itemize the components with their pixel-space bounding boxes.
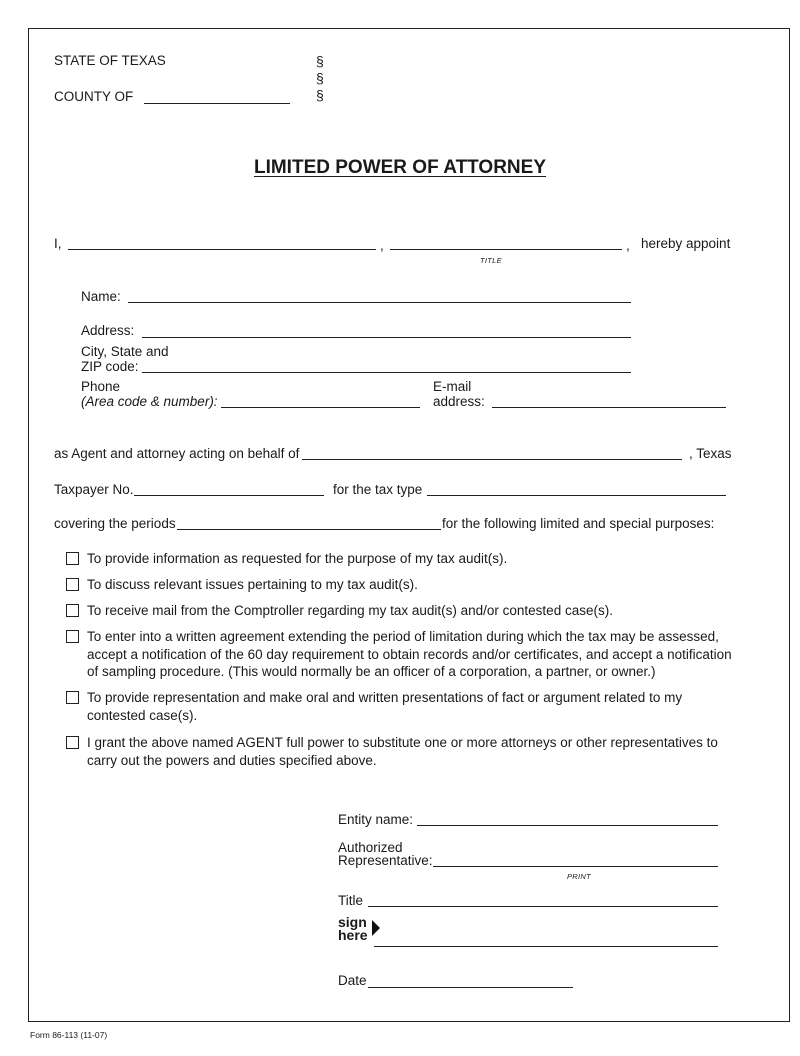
appointment-suffix: hereby appoint xyxy=(641,236,731,251)
representative-label: Representative: xyxy=(338,853,433,868)
agent-email-label: E-mail xyxy=(433,379,472,394)
covering-label: covering the periods xyxy=(54,516,176,531)
taxpayer-label: Taxpayer No. xyxy=(54,482,134,497)
agent-address-field[interactable] xyxy=(142,337,631,338)
sign-text: sign xyxy=(338,914,367,930)
print-caption: PRINT xyxy=(567,872,591,881)
option-checkbox-3[interactable] xyxy=(66,604,79,617)
option-checkbox-4[interactable] xyxy=(66,630,79,643)
representative-field[interactable] xyxy=(433,866,718,867)
option-checkbox-1[interactable] xyxy=(66,552,79,565)
section-symbol: § xyxy=(316,87,324,103)
agent-address-label: Address: xyxy=(81,323,135,338)
sign-arrow-icon xyxy=(372,920,380,936)
signer-title-field[interactable] xyxy=(368,906,718,907)
entity-name-field[interactable] xyxy=(417,825,718,826)
agent-city-field[interactable] xyxy=(142,372,631,373)
here-text: here xyxy=(338,927,368,943)
authorized-label: Authorized xyxy=(338,840,403,855)
agent-phone-label: Phone xyxy=(81,379,121,394)
principal-name-field[interactable] xyxy=(68,249,376,250)
section-symbol: § xyxy=(316,70,324,86)
tax-type-field[interactable] xyxy=(427,495,726,496)
option-text-1: To provide information as requested for the purpose of my tax audit(s). xyxy=(87,551,508,566)
option-checkbox-5[interactable] xyxy=(66,691,79,704)
date-label: Date xyxy=(338,973,367,988)
agent-email-field[interactable] xyxy=(492,407,726,408)
county-field[interactable] xyxy=(144,103,290,104)
texas-suffix: , Texas xyxy=(689,446,732,461)
as-agent-label: as Agent and attorney acting on behalf of xyxy=(54,446,300,461)
agent-name-label: Name: xyxy=(81,289,121,304)
section-symbol: § xyxy=(316,53,324,69)
behalf-of-field[interactable] xyxy=(302,459,682,460)
entity-name-label: Entity name: xyxy=(338,812,414,827)
option-text-3: To receive mail from the Comptroller regarding my tax audit(s) and/or contested case(s). xyxy=(87,603,613,618)
periods-field[interactable] xyxy=(177,529,441,530)
option-checkbox-6[interactable] xyxy=(66,736,79,749)
tax-type-label: for the tax type xyxy=(333,482,423,497)
date-field[interactable] xyxy=(368,987,573,988)
appointment-comma: , xyxy=(626,238,630,253)
sign-here-marker xyxy=(338,916,368,942)
agent-city-label: City, State and xyxy=(81,344,169,359)
option-checkbox-2[interactable] xyxy=(66,578,79,591)
option-text-5: To provide representation and make oral and written presentations of fact or argument related to my contested case(s). xyxy=(87,690,683,723)
appointment-comma: , xyxy=(380,238,384,253)
agent-phone-field[interactable] xyxy=(221,407,420,408)
agent-name-field[interactable] xyxy=(128,302,631,303)
option-text-2: To discuss relevant issues pertaining to my tax audit(s). xyxy=(87,577,418,592)
principal-title-field[interactable] xyxy=(390,249,622,250)
taxpayer-number-field[interactable] xyxy=(134,495,324,496)
title-label: Title xyxy=(338,893,364,908)
appointment-prefix: I, xyxy=(54,236,62,251)
county-label: COUNTY OF xyxy=(54,89,134,104)
option-text-4: To enter into a written agreement extending the period of limitation during which the tax may be assessed, accept a notification of the 60 day requirement to obtain records and/or certificates, and accept a notification of sampling procedure. (This would normally be an officer of a corporation, a partner, or owner.) xyxy=(87,629,732,679)
state-label: STATE OF TEXAS xyxy=(54,53,166,68)
agent-phone-sublabel: (Area code & number): xyxy=(81,394,218,409)
page-title: LIMITED POWER OF ATTORNEY xyxy=(253,157,547,178)
form-number: Form 86-113 (11-07) xyxy=(30,1030,108,1040)
purposes-label: for the following limited and special purposes: xyxy=(442,516,715,531)
agent-email-sublabel: address: xyxy=(433,394,485,409)
agent-zip-label: ZIP code: xyxy=(81,359,139,374)
signature-field[interactable] xyxy=(374,946,718,947)
title-caption: TITLE xyxy=(480,256,502,265)
option-text-6: I grant the above named AGENT full power to substitute one or more attorneys or other representatives to carry out the powers and duties specified above. xyxy=(87,735,718,768)
